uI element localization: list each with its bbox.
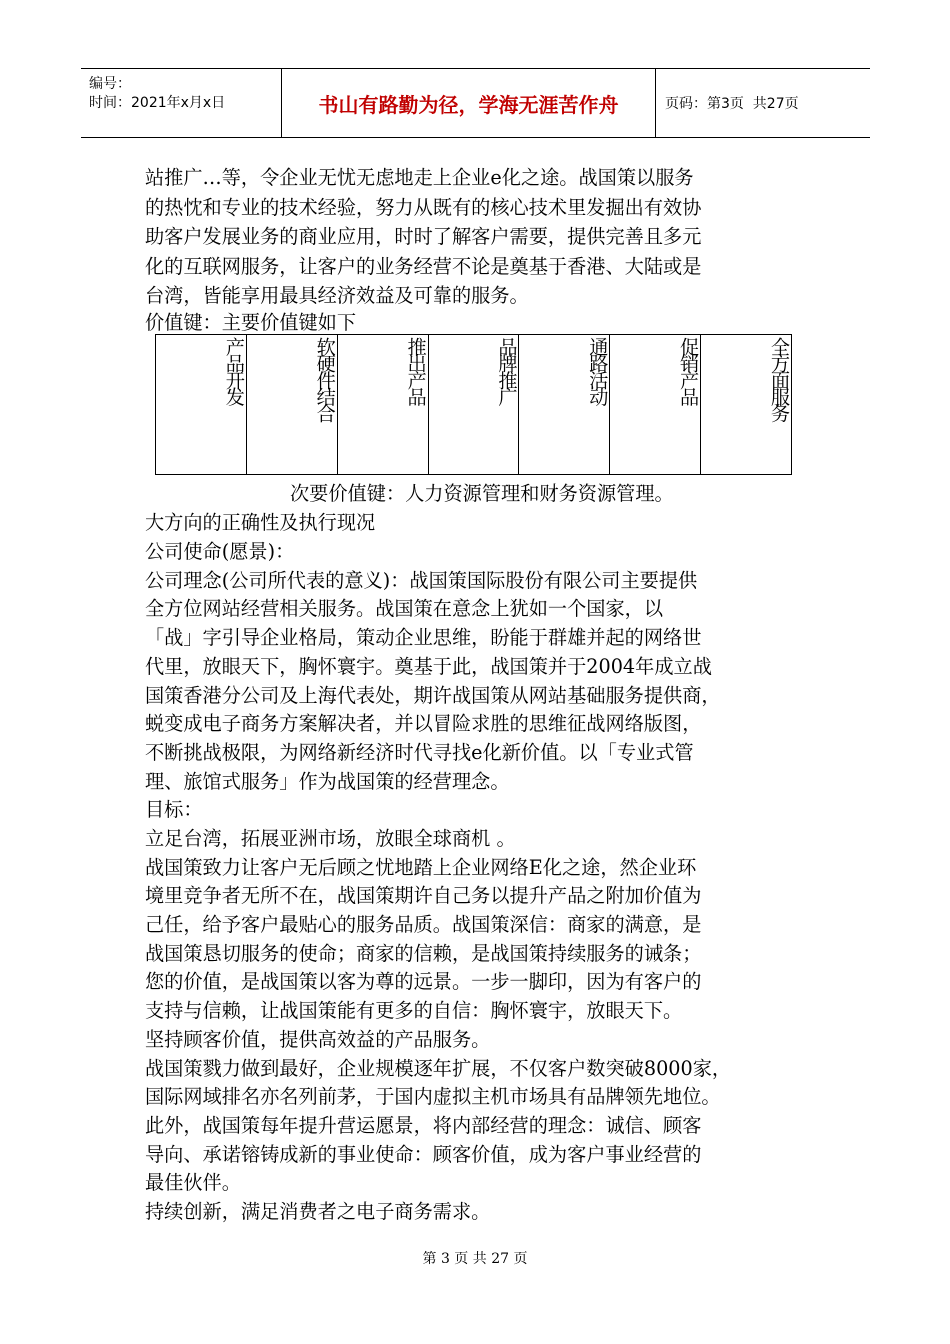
body-line: 支持与信赖，让战国策能有更多的自信：胸怀寰宇，放眼天下。 — [145, 999, 683, 1022]
body-line: 不断挑战极限，为网络新经济时代寻找e化新价值。以「专业式管 — [145, 741, 694, 764]
header-divider — [655, 69, 656, 137]
number-label: 编号： — [89, 76, 131, 92]
value-chain-label: 推出产品 — [404, 337, 428, 404]
body-line: 助客户发展业务的商业应用，时时了解客户需要，提供完善且多元 — [145, 225, 702, 248]
body-line: 蜕变成电子商务方案解决者，并以冒险求胜的思维征战网络版图， — [145, 712, 702, 735]
body-line: 公司理念(公司所代表的意义)：战国策国际股份有限公司主要提供 — [145, 569, 698, 592]
body-line: 战国策戮力做到最好，企业规模逐年扩展，不仅客户数突破8000家， — [145, 1057, 732, 1080]
body-line: 战国策致力让客户无后顾之忧地踏上企业网络E化之途，然企业环 — [145, 856, 697, 879]
body-line: 立足台湾，拓展亚洲市场，放眼全球商机 。 — [145, 827, 516, 850]
body-line: 目标： — [145, 798, 203, 821]
page-header — [81, 68, 870, 138]
value-chain-label: 软硬件结合 — [313, 337, 337, 421]
value-chain-cell — [156, 335, 247, 474]
time-label: 时间：2021年x月x日 — [89, 95, 226, 111]
body-line: 己任，给予客户最贴心的服务品质。战国策深信：商家的满意，是 — [145, 913, 702, 936]
body-line: 您的价值，是战国策以客为尊的远景。一步一脚印，因为有客户的 — [145, 970, 702, 993]
value-chain-cell — [519, 335, 610, 474]
value-chain-cell — [701, 335, 791, 474]
body-line: 台湾，皆能享用最具经济效益及可靠的服务。 — [145, 284, 529, 307]
page-footer: 第 3 页 共 27 页 — [422, 1251, 528, 1267]
body-line: 站推广…等，令企业无忧无虑地走上企业e化之途。战国策以服务 — [145, 166, 694, 189]
value-chain-cell — [338, 335, 429, 474]
body-line: 公司使命(愿景)： — [145, 540, 295, 563]
body-line: 的热忱和专业的技术经验，努力从既有的核心技术里发掘出有效协 — [145, 196, 702, 219]
body-line: 全方位网站经营相关服务。战国策在意念上犹如一个国家，以 — [145, 597, 664, 620]
body-line: 此外，战国策每年提升营运愿景，将内部经营的理念：诚信、顾客 — [145, 1114, 702, 1137]
body-line: 战国策恳切服务的使命；商家的信赖，是战国策持续服务的诫条； — [145, 942, 702, 965]
value-chain-label: 促销产品 — [677, 337, 701, 404]
body-line: 「战」字引导企业格局，策动企业思维，盼能于群雄并起的网络世 — [145, 626, 702, 649]
body-line: 大方向的正确性及执行现况 — [145, 511, 376, 534]
body-line: 理、旅馆式服务」作为战国策的经营理念。 — [145, 770, 510, 793]
value-chain-heading: 价值键：主要价值键如下 — [145, 311, 357, 334]
value-chain-cell — [247, 335, 338, 474]
body-line: 国策香港分公司及上海代表处，期许战国策从网站基础服务提供商， — [145, 684, 721, 707]
value-chain-label: 产品开发 — [222, 337, 246, 404]
header-meta — [81, 69, 281, 137]
header-page-info: 页码：第3页 共27页 — [665, 96, 799, 112]
body-line: 最佳伙伴。 — [145, 1171, 241, 1194]
header-motto: 书山有路勤为径，学海无涯苦作舟 — [318, 92, 619, 117]
body-line: 导向、承诺镕铸成新的事业使命：顾客价值，成为客户事业经营的 — [145, 1143, 702, 1166]
body-line: 持续创新，满足消费者之电子商务需求。 — [145, 1200, 491, 1223]
body-line: 代里，放眼天下，胸怀寰宇。奠基于此，战国策并于2004年成立战 — [145, 655, 712, 678]
body-line: 境里竞争者无所不在，战国策期许自己务以提升产品之附加价值为 — [145, 884, 702, 907]
value-chain-cell — [429, 335, 520, 474]
value-chain-table — [155, 334, 792, 475]
value-chain-cell — [610, 335, 701, 474]
value-chain-label: 通路活动 — [586, 337, 610, 404]
body-line: 化的互联网服务，让客户的业务经营不论是奠基于香港、大陆或是 — [145, 255, 702, 278]
value-chain-label: 品牌推广 — [495, 337, 519, 404]
body-line: 坚持顾客价值，提供高效益的产品服务。 — [145, 1028, 491, 1051]
secondary-value-chain: 次要价值键：人力资源管理和财务资源管理。 — [290, 482, 674, 505]
value-chain-label: 全方面服务 — [768, 337, 792, 421]
body-line: 国际网域排名亦名列前茅，于国内虚拟主机市场具有品牌领先地位。 — [145, 1085, 721, 1108]
